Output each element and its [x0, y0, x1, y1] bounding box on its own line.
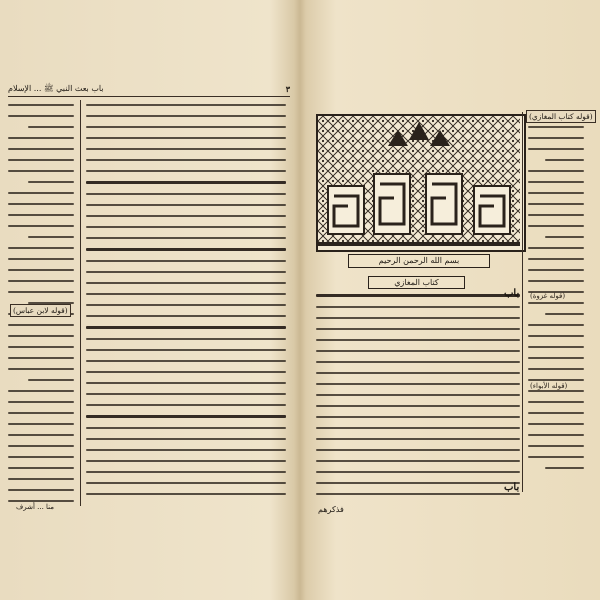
- ornament-pattern-icon: [318, 116, 520, 246]
- kufic-ornament-panel: [316, 114, 526, 252]
- right-column-rule: [522, 112, 523, 492]
- bab-heading-1: باب: [504, 288, 520, 299]
- basmala: بسم الله الرحمن الرحيم: [348, 254, 490, 268]
- book-title: كتاب المغازي: [368, 276, 465, 289]
- right-margin-commentary: [528, 126, 584, 486]
- right-page: [308, 82, 593, 527]
- bab-heading-2: باب: [504, 482, 520, 493]
- left-header-text: باب بعث النبي ﷺ ... الإسلام: [8, 84, 104, 93]
- left-main-text: [86, 104, 286, 504]
- right-main-text: [316, 294, 520, 500]
- left-column-rule: [80, 100, 81, 506]
- right-margin-label-2: (قوله الأبواء): [530, 382, 568, 390]
- left-page: [8, 82, 290, 527]
- catchword: فذكرهم: [318, 505, 344, 514]
- left-page-number: ٣: [285, 84, 290, 94]
- left-margin-heading: (قوله لابن عباس): [10, 304, 71, 317]
- right-top-margin-heading: (قوله كتاب المغازي): [526, 110, 596, 123]
- left-running-header: [8, 82, 290, 97]
- left-footer-note: منا ... أشرف: [16, 503, 55, 511]
- right-margin-label-1: (قوله غزوة): [530, 292, 566, 300]
